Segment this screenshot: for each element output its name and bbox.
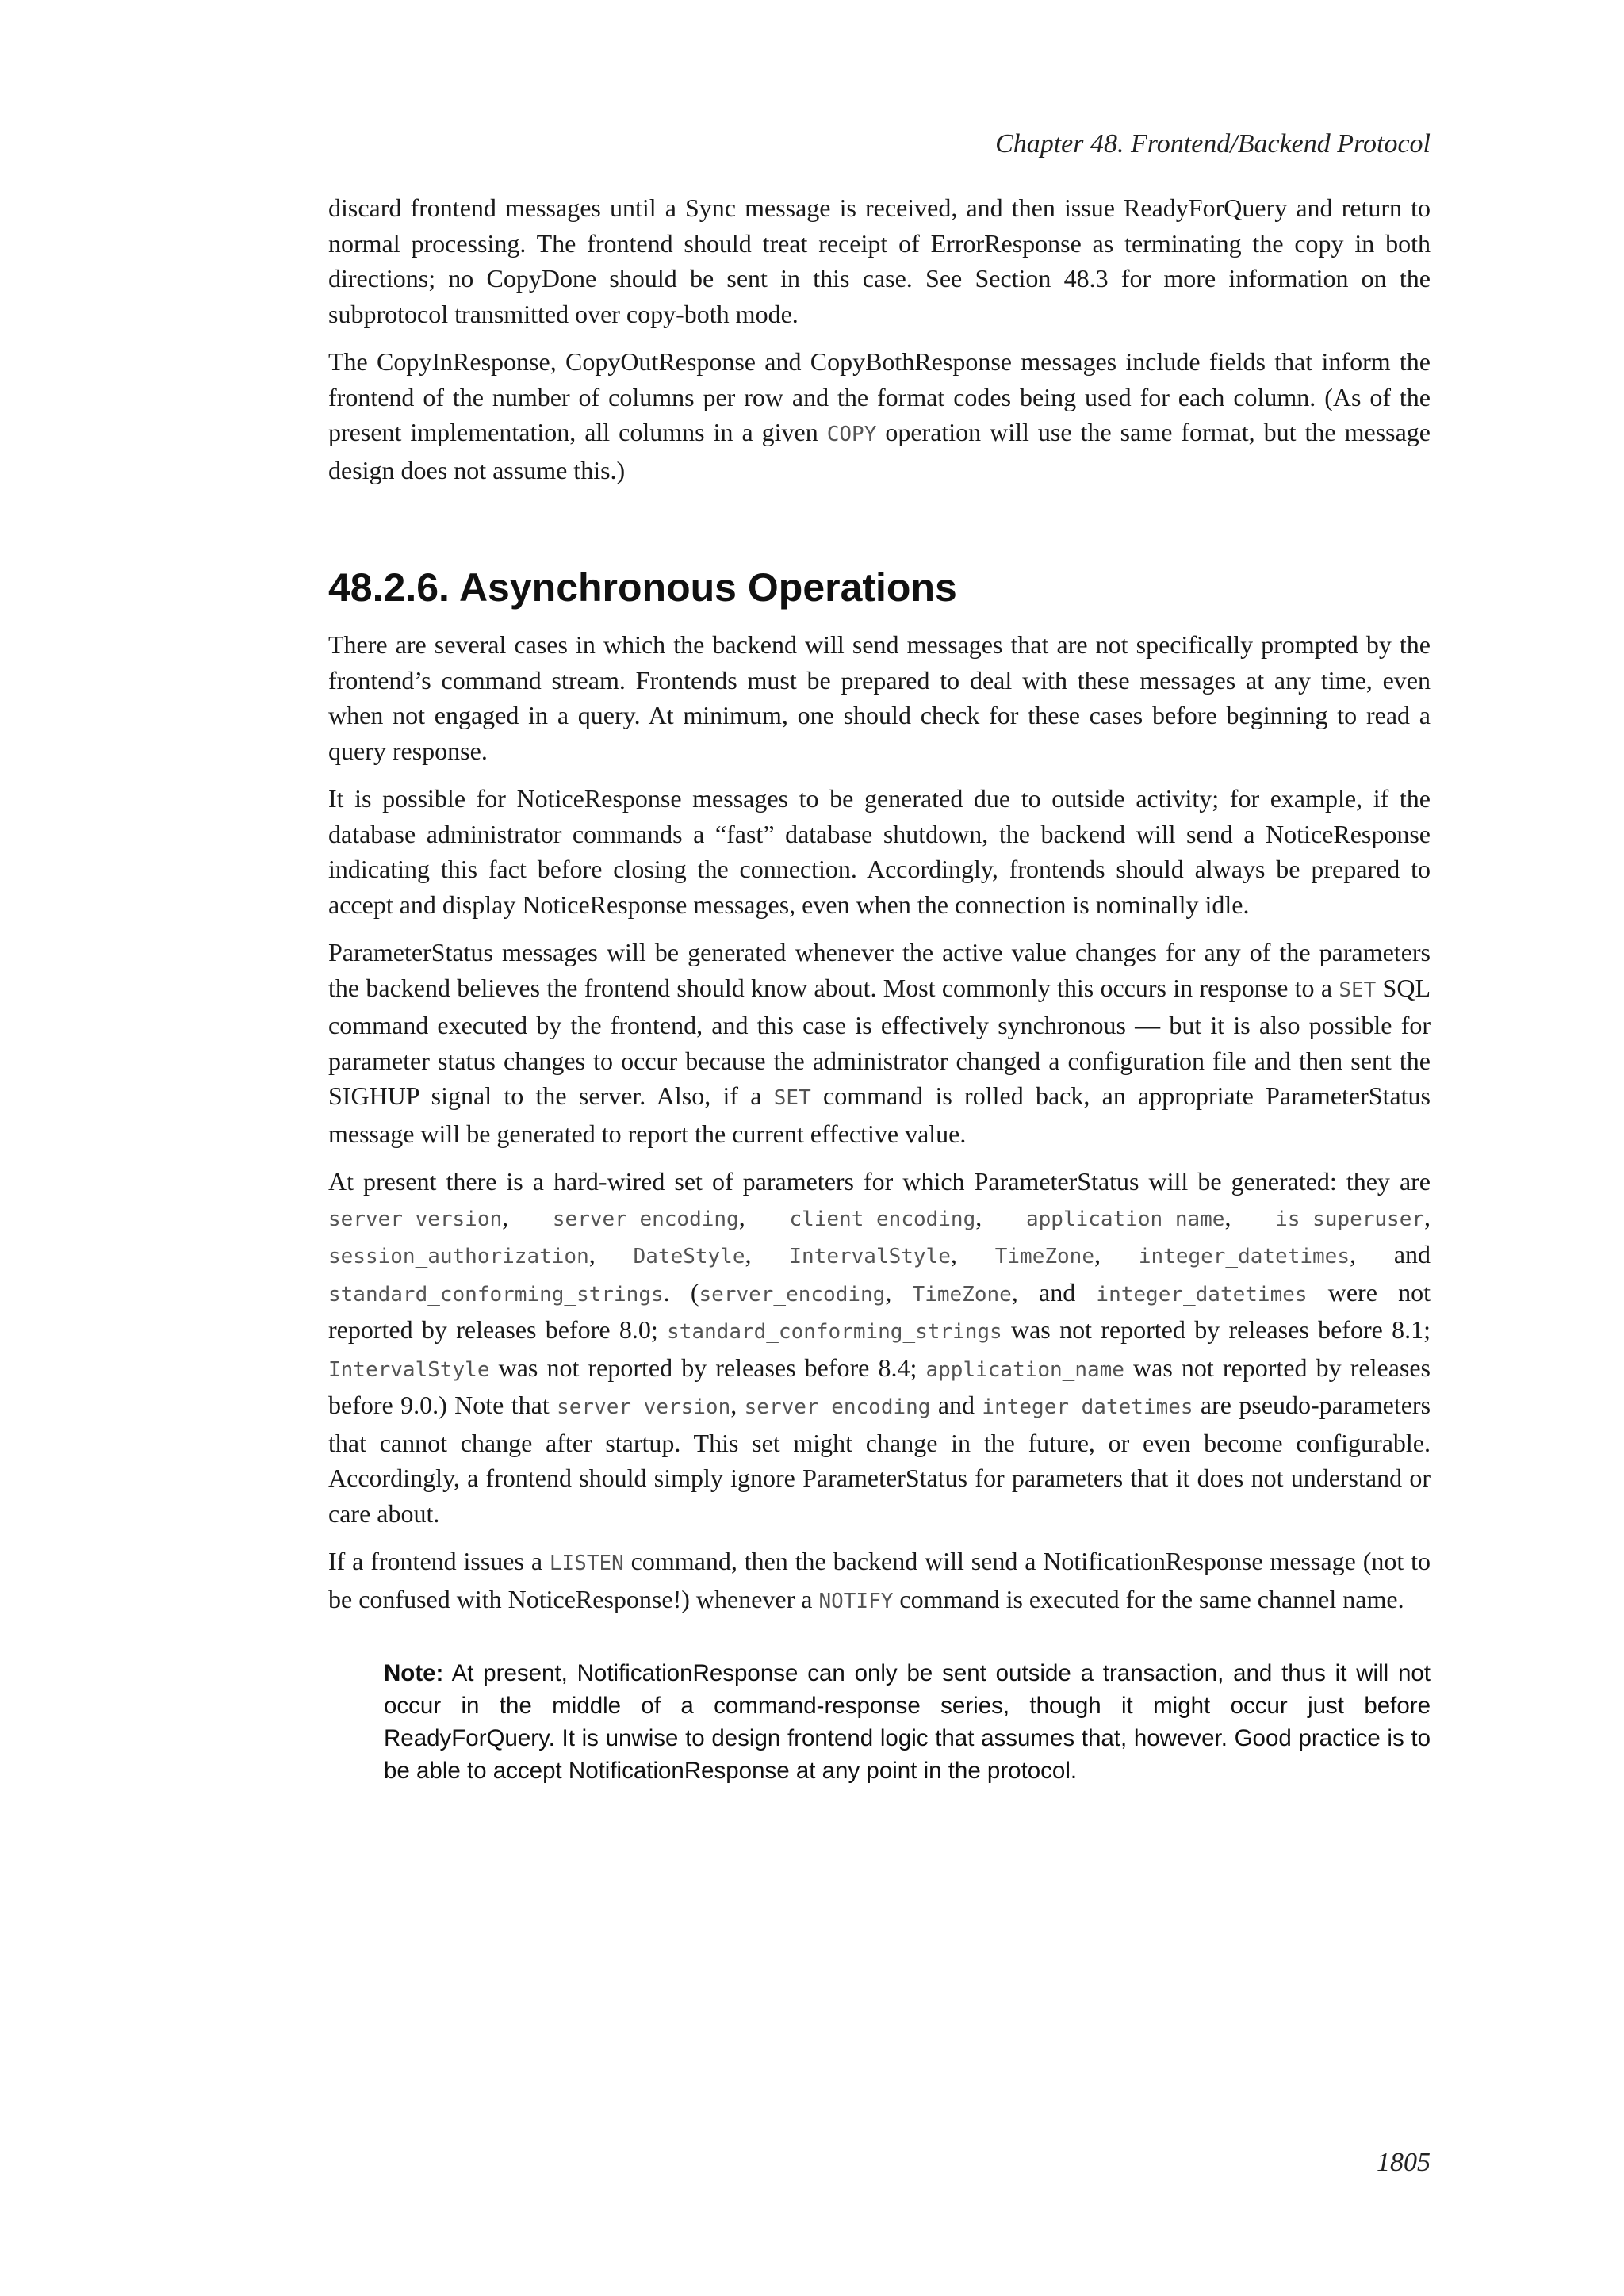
text-run: If a frontend issues a xyxy=(328,1547,550,1575)
text-run: and xyxy=(930,1391,982,1419)
code-parameter: TimeZone xyxy=(912,1282,1012,1307)
page-content xyxy=(328,190,1431,1787)
section-title: 48.2.6. Asynchronous Operations xyxy=(328,565,957,610)
code-parameter: session_authorization xyxy=(328,1245,589,1269)
text-run: , and xyxy=(1011,1277,1097,1307)
text-run: , xyxy=(738,1202,790,1231)
text-run: The CopyInResponse, CopyOutResponse and CopyBothResponse messages include fields that inform the frontend of the number of columns per row and the format codes being used for each column. (As of the present implementation, all columns in a given xyxy=(328,347,1431,446)
running-header: Chapter 48. Frontend/Backend Protocol xyxy=(995,129,1431,159)
code-parameter: application_name xyxy=(1025,1207,1225,1231)
text-run: , and xyxy=(1349,1240,1431,1269)
text-run: , xyxy=(1094,1240,1139,1269)
paragraph-async-intro: There are several cases in which the backend will send messages that are not specifically prompted by the frontend’s command stream. Frontends must be prepared to deal with these messages at any time, even when not engaged in a query. At minimum, one should check for these cases before beginning to read a query response. xyxy=(328,630,1431,765)
text-run: was not reported by releases before 8.1; xyxy=(1002,1315,1431,1344)
code-set: SET xyxy=(1339,978,1377,1002)
text-run: SQL command executed by the frontend, and this case is effectively synchronous — but it is also possible for parameter status changes to occur because the administrator changed a configuration file and then sent the SIGHUP signal to the server. Also, if a xyxy=(328,973,1431,1110)
text-run: , xyxy=(950,1240,995,1269)
code-parameter: IntervalStyle xyxy=(328,1357,490,1382)
text-run: , xyxy=(1224,1202,1276,1231)
code-parameter: integer_datetimes xyxy=(982,1395,1193,1419)
paragraph-copy-both-end: discard frontend messages until a Sync message is received, and then issue ReadyForQuery and return to normal processing. The frontend should treat receipt of ErrorResponse as terminating the copy in both directions; no CopyDone should be sent in this case. See Section 48.3 for more information on the subprotocol transmitted over copy-both mode. xyxy=(328,193,1431,328)
code-parameter: integer_datetimes xyxy=(1138,1245,1350,1269)
code-parameter: DateStyle xyxy=(633,1245,745,1269)
text-run: , xyxy=(588,1240,634,1269)
text-run: command is executed for the same channel name. xyxy=(893,1584,1404,1613)
code-parameter: integer_datetimes xyxy=(1096,1282,1308,1307)
code-parameter: standard_conforming_strings xyxy=(328,1282,664,1307)
paragraph-notice-response: It is possible for NoticeResponse messages to be generated due to outside activity; for example, if the database administrator commands a “fast” database shutdown, the backend will send a NoticeResponse indicating this fact before closing the connection. Accordingly, frontends should always be prepared to accept and display NoticeResponse messages, even when the connection is nominally idle. xyxy=(328,784,1431,919)
text-run: . ( xyxy=(663,1277,699,1307)
code-set: SET xyxy=(773,1086,811,1110)
paragraph-parameter-list xyxy=(328,1164,1431,1531)
code-parameter: server_encoding xyxy=(744,1395,931,1419)
paragraph-copy-response-fields xyxy=(328,344,1431,488)
code-parameter: client_encoding xyxy=(789,1207,976,1231)
paragraph-parameter-status xyxy=(328,935,1431,1151)
code-parameter: TimeZone xyxy=(994,1245,1094,1269)
note-text: At present, NotificationResponse can only be sent outside a transaction, and thus it will not occur in the middle of a command-response series, though it might occur just before ReadyForQuery. It is unwise to design frontend logic that assumes that, however. Good practice is to be able to accept NotificationResponse at any point in the protocol. xyxy=(384,1660,1431,1784)
text-run: were not reported by releases before 8.0; xyxy=(328,1277,1431,1344)
text-run: command is rolled back, an appropriate ParameterStatus message will be generated to report the current effective value. xyxy=(328,1081,1431,1148)
code-parameter: IntervalStyle xyxy=(789,1245,951,1269)
text-run: , xyxy=(745,1240,790,1269)
text-run: command, then the backend will send a NotificationResponse message (not to be confused with NoticeResponse!) whenever a xyxy=(328,1547,1431,1613)
text-run: At present there is a hard-wired set of parameters for which ParameterStatus will be generated: they are xyxy=(328,1167,1431,1196)
code-parameter: standard_conforming_strings xyxy=(667,1320,1002,1344)
text-run: was not reported by releases before 9.0.) Note that xyxy=(328,1353,1431,1419)
text-run: was not reported by releases before 8.4; xyxy=(489,1353,926,1382)
text-run: , xyxy=(502,1202,553,1231)
text-run: , xyxy=(730,1391,745,1419)
code-parameter: server_version xyxy=(328,1207,503,1231)
note-label: Note: xyxy=(384,1660,444,1686)
code-parameter: server_version xyxy=(557,1395,731,1419)
page-number: 1805 xyxy=(1377,2148,1431,2177)
text-run: , xyxy=(885,1277,913,1307)
text-run: are pseudo-parameters that cannot change after startup. This set might change in the future, or even become configurable. Accordingly, a frontend should simply ignore ParameterStatus for parameters that it does not understand or care about. xyxy=(328,1391,1431,1528)
text-run: ParameterStatus messages will be generated whenever the active value changes for any of the parameters the backend believes the frontend should know about. Most commonly this occurs in response to a xyxy=(328,938,1431,1002)
code-parameter: server_encoding xyxy=(699,1282,886,1307)
code-parameter: application_name xyxy=(925,1357,1124,1382)
code-listen: LISTEN xyxy=(549,1552,624,1575)
text-run: , xyxy=(975,1202,1026,1231)
note-box xyxy=(384,1657,1431,1787)
code-parameter: server_encoding xyxy=(552,1207,739,1231)
code-parameter: is_superuser xyxy=(1275,1207,1425,1231)
code-copy: COPY xyxy=(826,423,877,446)
paragraph-listen-notify xyxy=(328,1544,1431,1619)
code-notify: NOTIFY xyxy=(818,1589,894,1613)
text-run: operation will use the same format, but the message design does not assume this.) xyxy=(328,418,1431,484)
text-run: , xyxy=(1424,1202,1431,1231)
